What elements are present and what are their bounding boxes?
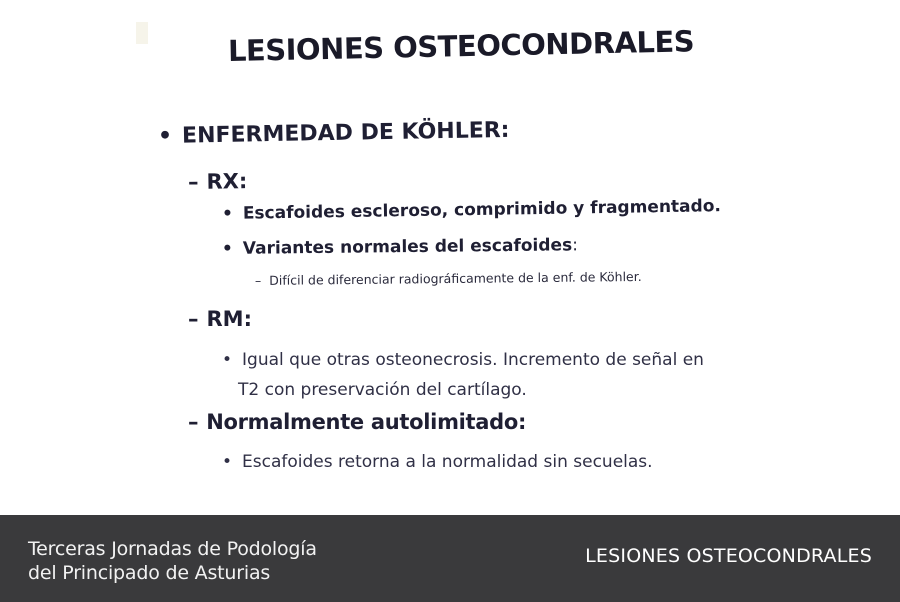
bullet-dot: • [221,203,234,224]
slide-title: LESIONES OSTEOCONDRALES [227,24,695,68]
subheading-text: Normalmente autolimitado: [206,410,527,434]
bullet-dot: • [221,238,233,259]
subheading-rx [188,169,248,194]
rx-item-2 [222,235,578,259]
dash: – [254,272,262,288]
footer-org-line1: Terceras Jornadas de Podología [28,538,317,560]
bullet-dot: • [222,452,233,472]
bullet-text: ENFERMEDAD DE KÖHLER: [181,117,510,149]
sub-item-text: Difícil de diferenciar radiográficamente de la enf. de Köhler. [269,268,642,288]
item-suffix: : [572,235,578,256]
rx-item-1 [222,196,721,224]
item-text-line1: Igual que otras osteonecrosis. Incremento de señal en [242,350,704,370]
dash: – [188,410,199,434]
item-text: Escafoides retorna a la normalidad sin secuelas. [242,452,653,472]
rx-sub-item [255,269,642,288]
subheading-normalmente [188,410,526,434]
dash: – [187,169,199,194]
footer-section-title: LESIONES OSTEOCONDRALES [585,545,872,567]
bullet-dot: • [222,350,233,370]
bullet-enfermedad-kohler [158,118,510,149]
slide-corner-mark [136,22,148,44]
footer-organization [28,537,388,585]
bullet-dot: • [157,123,173,149]
subheading-rm [188,307,252,331]
subheading-text: RX: [206,169,248,194]
rm-item [222,345,704,405]
subheading-text: RM: [206,307,252,331]
item-text: Escafoides escleroso, comprimido y fragmentado. [242,196,722,224]
item-text-line2: T2 con preservación del cartílago. [238,380,527,400]
footer-bar [0,515,900,602]
normal-item [222,452,653,472]
item-text: Variantes normales del escafoides [242,235,573,259]
dash: – [188,307,199,331]
footer-org-line2: del Principado de Asturias [28,562,271,584]
